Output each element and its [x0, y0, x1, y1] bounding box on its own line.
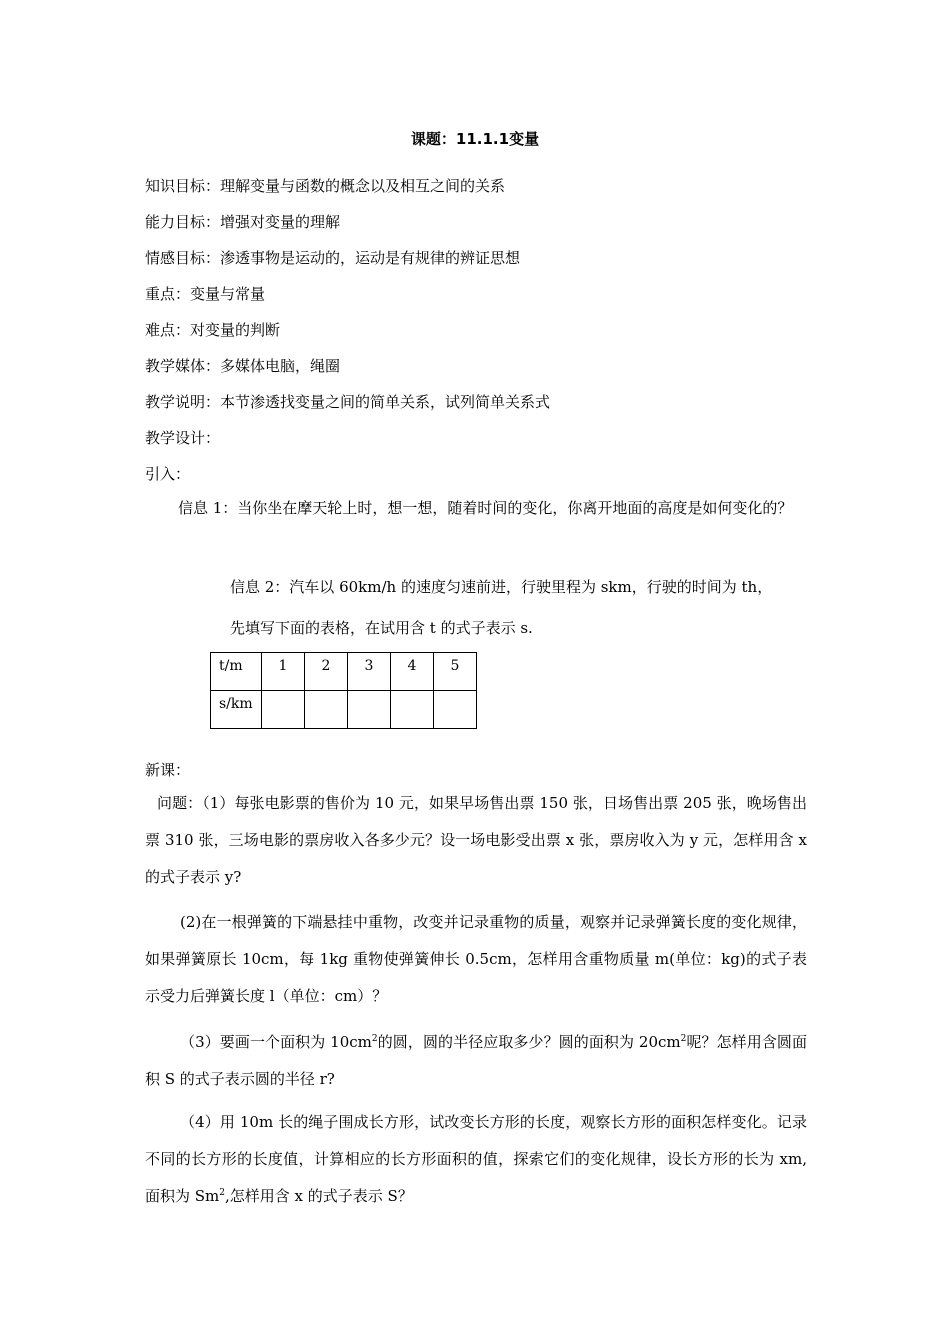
- time-distance-table: [210, 652, 477, 729]
- table-cell: 4: [391, 653, 434, 691]
- info-2-line-1: 信息 2：汽车以 60km/h 的速度匀速前进，行驶里程为 skm，行驶的时间为 th，: [230, 578, 773, 596]
- intro-heading: 引入：: [145, 465, 191, 483]
- difficult-point: 难点：对变量的判断: [145, 321, 281, 339]
- info-1: 信息 1：当你坐在摩天轮上时，想一想，随着时间的变化，你离开地面的高度是如何变化的？: [178, 499, 793, 517]
- key-point: 重点：变量与常量: [145, 285, 266, 303]
- table-row: [211, 653, 477, 691]
- page-title: 课题：11.1.1变量: [410, 130, 540, 148]
- table-cell: [434, 691, 477, 729]
- table-cell: 2: [305, 653, 348, 691]
- teaching-design-heading: 教学设计：: [145, 429, 221, 447]
- question-2: (2)在一根弹簧的下端悬挂中重物，改变并记录重物的质量，观察并记录弹簧长度的变化规律，如果弹簧原长 10cm，每 1kg 重物使弹簧伸长 0.5cm，怎样用含重物质量 m(单位：kg)的式子表示受力后弹簧长度 l（单位：cm）？: [145, 913, 807, 1005]
- ability-goal: 能力目标：增强对变量的理解: [145, 213, 341, 231]
- teaching-media: 教学媒体：多媒体电脑，绳圈: [145, 357, 341, 375]
- table-cell: [348, 691, 391, 729]
- question-3: （3）要画一个面积为 $10cm^2$的圆，圆的半径应取多少？圆的面积为 $20cm^2$呢？怎样用含圆面积 S 的式子表示圆的半径 r?: [145, 1033, 807, 1088]
- emotion-goal: 情感目标：渗透事物是运动的，运动是有规律的辨证思想: [145, 249, 521, 267]
- question-1: 问题：（1）每张电影票的售价为 10 元，如果早场售出票 150 张，日场售出票 205 张，晚场售出票 310 张，三场电影的票房收入各多少元？设一场电影受出票 x 张，票房收入为 y 元，怎样用含 x 的式子表示 y?: [145, 794, 807, 886]
- new-lesson-heading: 新课：: [145, 761, 191, 779]
- table-cell: [305, 691, 348, 729]
- question-4: （4）用 10m 长的绳子围成长方形，试改变长方形的长度，观察长方形的面积怎样变化。记录不同的长方形的长度值，计算相应的长方形面积的值，探索它们的变化规律，设长方形的长为 xm,面积为 Sm$^2$,怎样用含 x 的式子表示 S？: [145, 1113, 807, 1205]
- table-cell: s/km: [211, 691, 262, 729]
- table-cell: 5: [434, 653, 477, 691]
- info-2-line-2: 先填写下面的表格，在试用含 t 的式子表示 s.: [230, 619, 533, 637]
- table-cell: [391, 691, 434, 729]
- knowledge-goal: 知识目标：理解变量与函数的概念以及相互之间的关系: [145, 177, 506, 195]
- table-cell: [262, 691, 305, 729]
- table-row: [211, 691, 477, 729]
- table-cell: t/m: [211, 653, 262, 691]
- teaching-note: 教学说明：本节渗透找变量之间的简单关系，试列简单关系式: [145, 393, 551, 411]
- table-cell: 3: [348, 653, 391, 691]
- table-cell: 1: [262, 653, 305, 691]
